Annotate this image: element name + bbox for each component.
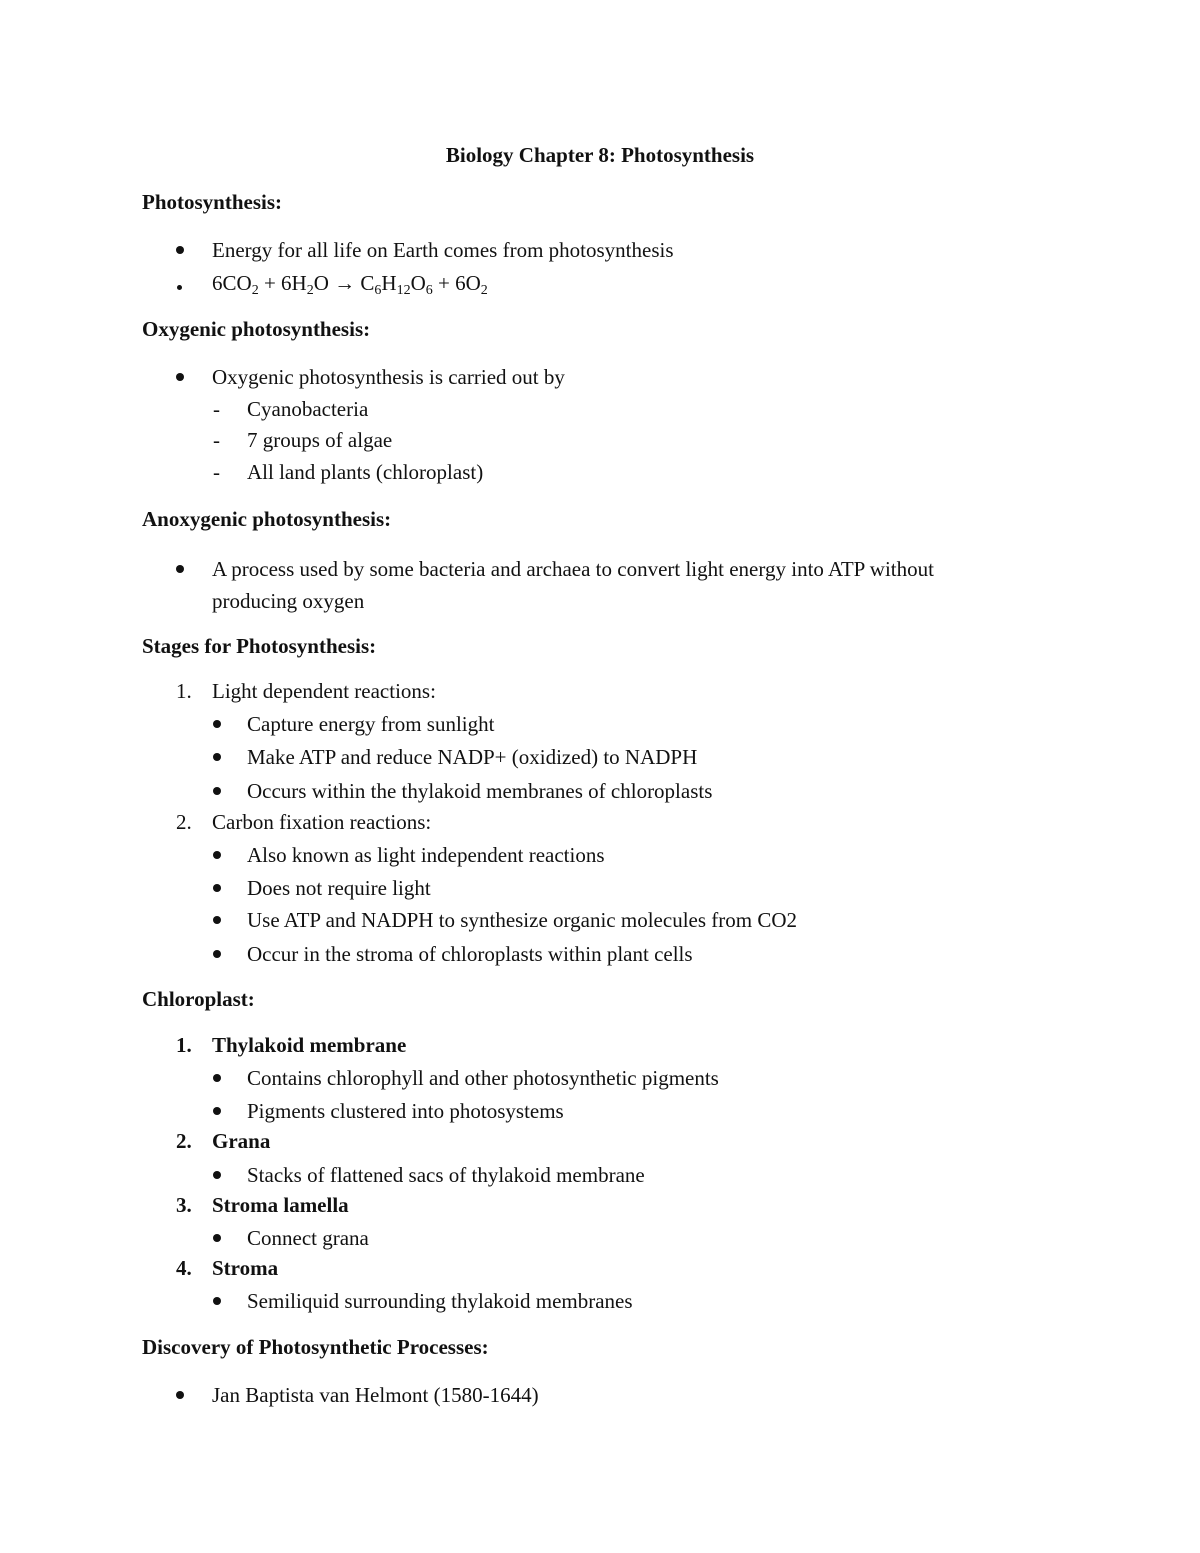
bullet-icon <box>177 285 182 290</box>
list-item: Occur in the stroma of chloroplasts within plant cells <box>247 942 693 966</box>
list-number: 2. <box>176 810 192 834</box>
bullet-icon <box>213 1171 221 1179</box>
section-heading-anoxygenic: Anoxygenic photosynthesis: <box>142 507 392 531</box>
list-number: 1. <box>176 1033 192 1057</box>
list-item: Make ATP and reduce NADP+ (oxidized) to NADPH <box>247 745 698 769</box>
dash-marker: - <box>213 460 220 484</box>
section-heading-chloroplast: Chloroplast: <box>142 987 255 1011</box>
dash-marker: - <box>213 397 220 421</box>
bullet-icon <box>213 753 221 761</box>
bullet-icon <box>213 720 221 728</box>
list-item: Cyanobacteria <box>247 397 369 421</box>
bullet-icon <box>176 1391 184 1399</box>
bullet-icon <box>213 1234 221 1242</box>
part-name: Grana <box>212 1129 271 1153</box>
section-heading-oxygenic: Oxygenic photosynthesis: <box>142 317 371 341</box>
dash-marker: - <box>213 428 220 452</box>
bullet-icon <box>176 246 184 254</box>
list-item: Oxygenic photosynthesis is carried out by <box>212 365 565 389</box>
bullet-icon <box>176 565 184 573</box>
list-number: 1. <box>176 679 192 703</box>
stage-label: Carbon fixation reactions: <box>212 810 432 834</box>
section-heading-photosynthesis: Photosynthesis: <box>142 190 283 214</box>
part-name: Stroma <box>212 1256 279 1280</box>
bullet-icon <box>213 916 221 924</box>
list-item-continuation: producing oxygen <box>212 589 365 613</box>
stage-label: Light dependent reactions: <box>212 679 436 703</box>
bullet-icon <box>213 1107 221 1115</box>
list-item: All land plants (chloroplast) <box>247 460 484 484</box>
bullet-icon <box>213 884 221 892</box>
list-item: Occurs within the thylakoid membranes of chloroplasts <box>247 779 713 803</box>
list-item: Contains chlorophyll and other photosynthetic pigments <box>247 1066 719 1090</box>
list-item: Energy for all life on Earth comes from photosynthesis <box>212 238 674 262</box>
bullet-icon <box>213 1074 221 1082</box>
list-item: Pigments clustered into photosystems <box>247 1099 564 1123</box>
list-item: Jan Baptista van Helmont (1580-1644) <box>212 1383 539 1407</box>
section-heading-stages: Stages for Photosynthesis: <box>142 634 377 658</box>
list-number: 4. <box>176 1256 192 1280</box>
list-item: Connect grana <box>247 1226 369 1250</box>
list-item: Stacks of flattened sacs of thylakoid membrane <box>247 1163 645 1187</box>
part-name: Thylakoid membrane <box>212 1033 407 1057</box>
bullet-icon <box>176 373 184 381</box>
list-item: Semiliquid surrounding thylakoid membranes <box>247 1289 633 1313</box>
list-item: A process used by some bacteria and archaea to convert light energy into ATP without <box>212 557 934 581</box>
bullet-icon <box>213 851 221 859</box>
list-number: 2. <box>176 1129 192 1153</box>
list-number: 3. <box>176 1193 192 1217</box>
section-heading-discovery: Discovery of Photosynthetic Processes: <box>142 1335 489 1359</box>
list-item: 7 groups of algae <box>247 428 393 452</box>
chemical-equation: $6CO_2 + 6H_2O \to C_6H_{12}O_6 + 6O_2$ <box>212 271 488 298</box>
bullet-icon <box>213 787 221 795</box>
page-title: Biology Chapter 8: Photosynthesis <box>445 143 755 167</box>
list-item: Capture energy from sunlight <box>247 712 495 736</box>
bullet-icon <box>213 950 221 958</box>
list-item: Also known as light independent reactions <box>247 843 605 867</box>
part-name: Stroma lamella <box>212 1193 349 1217</box>
list-item: Use ATP and NADPH to synthesize organic molecules from CO2 <box>247 908 798 932</box>
bullet-icon <box>213 1297 221 1305</box>
list-item: Does not require light <box>247 876 431 900</box>
